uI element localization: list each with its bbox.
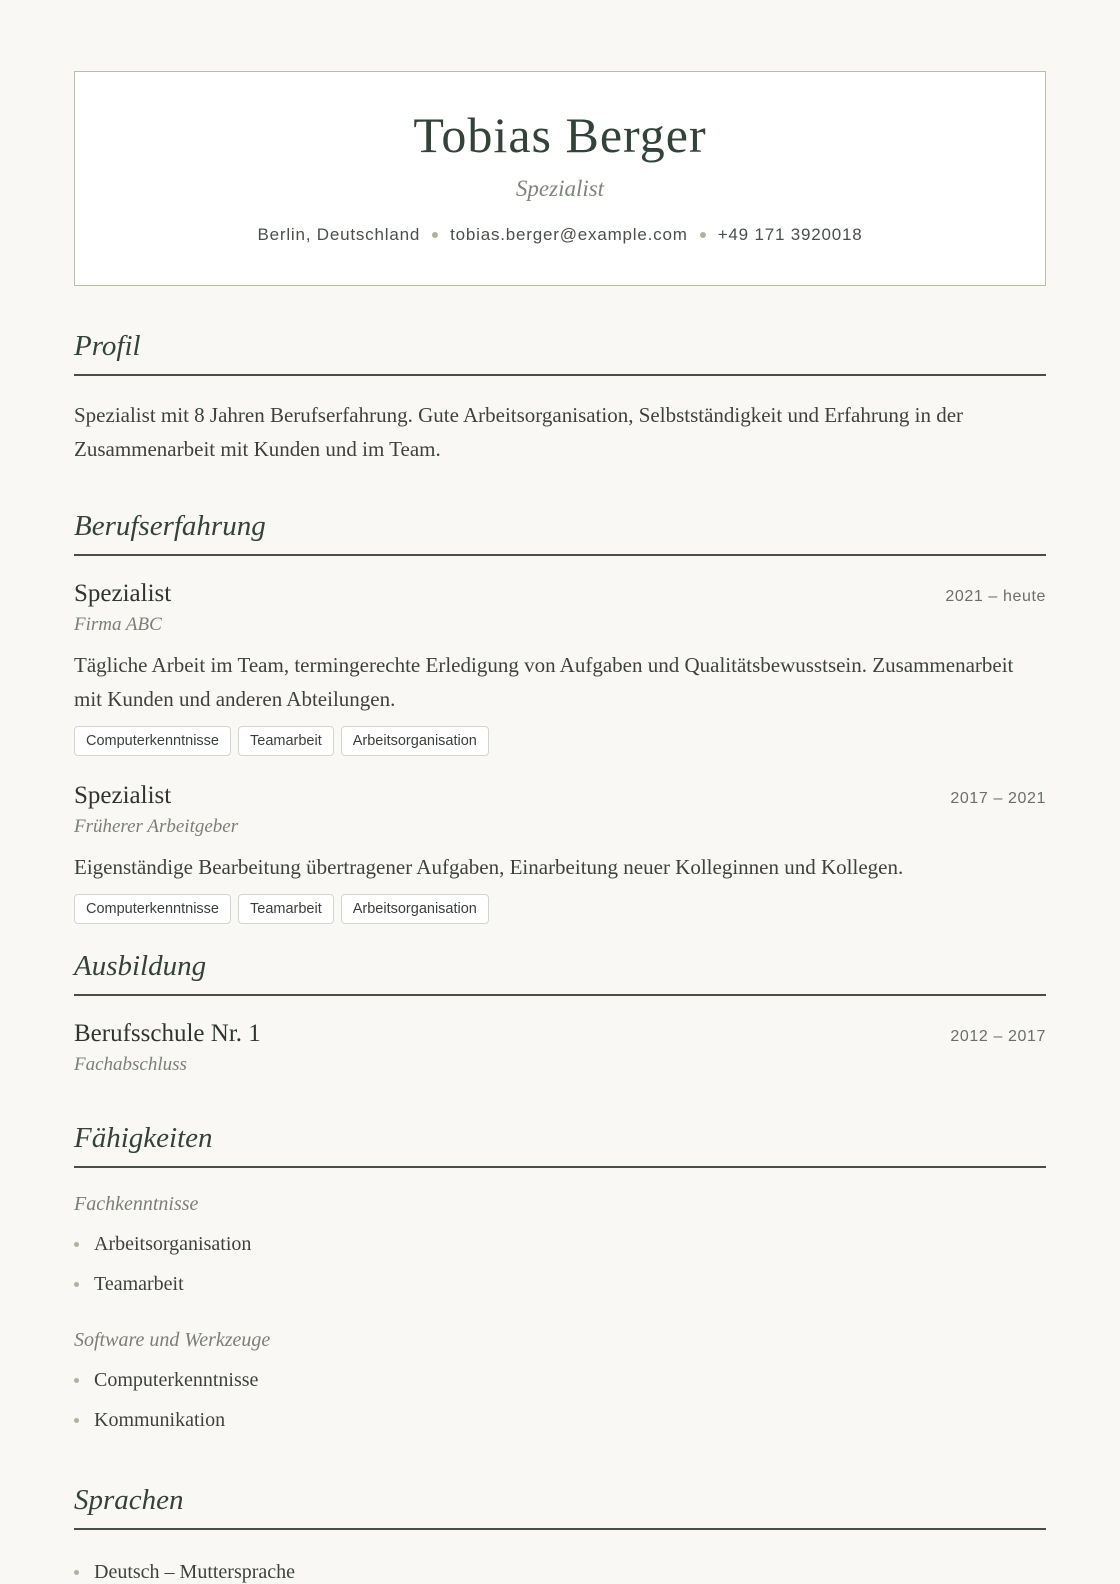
skill-tag: Teamarbeit: [238, 726, 334, 756]
section-heading: Sprachen: [74, 1482, 1046, 1530]
profile-section: [74, 328, 1046, 466]
language-list: [74, 1552, 1046, 1584]
skill-tag: Arbeitsorganisation: [341, 894, 489, 924]
skill-tags: [74, 894, 1046, 924]
skill-label: Arbeitsorganisation: [94, 1233, 252, 1255]
skill-label: Kommunikation: [94, 1409, 226, 1431]
job-role: Spezialist: [74, 580, 172, 607]
contact-phone[interactable]: +49 171 3920018: [717, 225, 863, 244]
education-entry: [74, 1018, 1046, 1078]
candidate-name: Tobias Berger: [413, 107, 707, 163]
bullet-icon: [74, 1418, 79, 1423]
skill-list: [74, 1224, 1046, 1304]
experience-entry: [74, 780, 1046, 924]
skill-tags: [74, 726, 1046, 756]
skill-group: [74, 1190, 1046, 1304]
school-name: Berufsschule Nr. 1: [74, 1020, 261, 1047]
languages-section: [74, 1482, 1046, 1584]
job-dates: 2017 – 2021: [950, 790, 1046, 807]
language-label: Deutsch – Muttersprache: [94, 1561, 296, 1583]
skill-item: [74, 1264, 1046, 1304]
skill-tag: Computerkenntnisse: [74, 726, 231, 756]
skill-list: [74, 1360, 1046, 1440]
profile-text: Spezialist mit 8 Jahren Berufserfahrung. Gute Arbeitsorganisation, Selbstständigkeit und Erfahrung in der Zusammenarbeit mit Kunden und im Team.: [74, 403, 964, 461]
section-heading: Berufserfahrung: [74, 508, 1046, 556]
skill-item: [74, 1400, 1046, 1440]
experience-entry: [74, 578, 1046, 756]
job-company: Firma ABC: [74, 614, 162, 635]
skill-group-title: Fachkenntnisse: [74, 1193, 199, 1215]
bullet-icon: [74, 1570, 79, 1575]
skill-item: [74, 1360, 1046, 1400]
candidate-title: Spezialist: [515, 176, 605, 201]
job-description: Eigenständige Bearbeitung übertragener Aufgaben, Einarbeitung neuer Kolleginnen und Kollegen.: [74, 855, 904, 879]
job-role: Spezialist: [74, 782, 172, 809]
education-dates: 2012 – 2017: [950, 1028, 1046, 1045]
experience-section: [74, 508, 1046, 924]
skill-label: Teamarbeit: [94, 1273, 184, 1295]
bullet-icon: [74, 1378, 79, 1383]
skill-tag: Arbeitsorganisation: [341, 726, 489, 756]
skill-group: [74, 1326, 1046, 1440]
separator-dot-icon: [432, 232, 438, 238]
skills-section: [74, 1120, 1046, 1440]
resume-header: [74, 71, 1046, 286]
section-heading: Ausbildung: [74, 948, 1046, 996]
degree-name: Fachabschluss: [74, 1054, 187, 1075]
education-section: [74, 948, 1046, 1078]
skill-tag: Teamarbeit: [238, 894, 334, 924]
contact-line: [75, 225, 1045, 245]
contact-email[interactable]: tobias.berger@example.com: [450, 225, 688, 244]
section-heading: Fähigkeiten: [74, 1120, 1046, 1168]
skill-group-title: Software und Werkzeuge: [74, 1329, 271, 1351]
bullet-icon: [74, 1242, 79, 1247]
contact-location: Berlin, Deutschland: [257, 225, 421, 244]
job-description: Tägliche Arbeit im Team, termingerechte Erledigung von Aufgaben und Qualitätsbewusstsein. Zusammenarbeit mit Kunden und anderen Abteilungen.: [74, 653, 1014, 711]
skill-item: [74, 1224, 1046, 1264]
job-dates: 2021 – heute: [945, 588, 1046, 605]
language-item: [74, 1552, 1046, 1584]
skill-label: Computerkenntnisse: [94, 1369, 259, 1391]
separator-dot-icon: [700, 232, 706, 238]
bullet-icon: [74, 1282, 79, 1287]
skill-tag: Computerkenntnisse: [74, 894, 231, 924]
section-heading: Profil: [74, 328, 1046, 376]
job-company: Früherer Arbeitgeber: [74, 816, 239, 837]
